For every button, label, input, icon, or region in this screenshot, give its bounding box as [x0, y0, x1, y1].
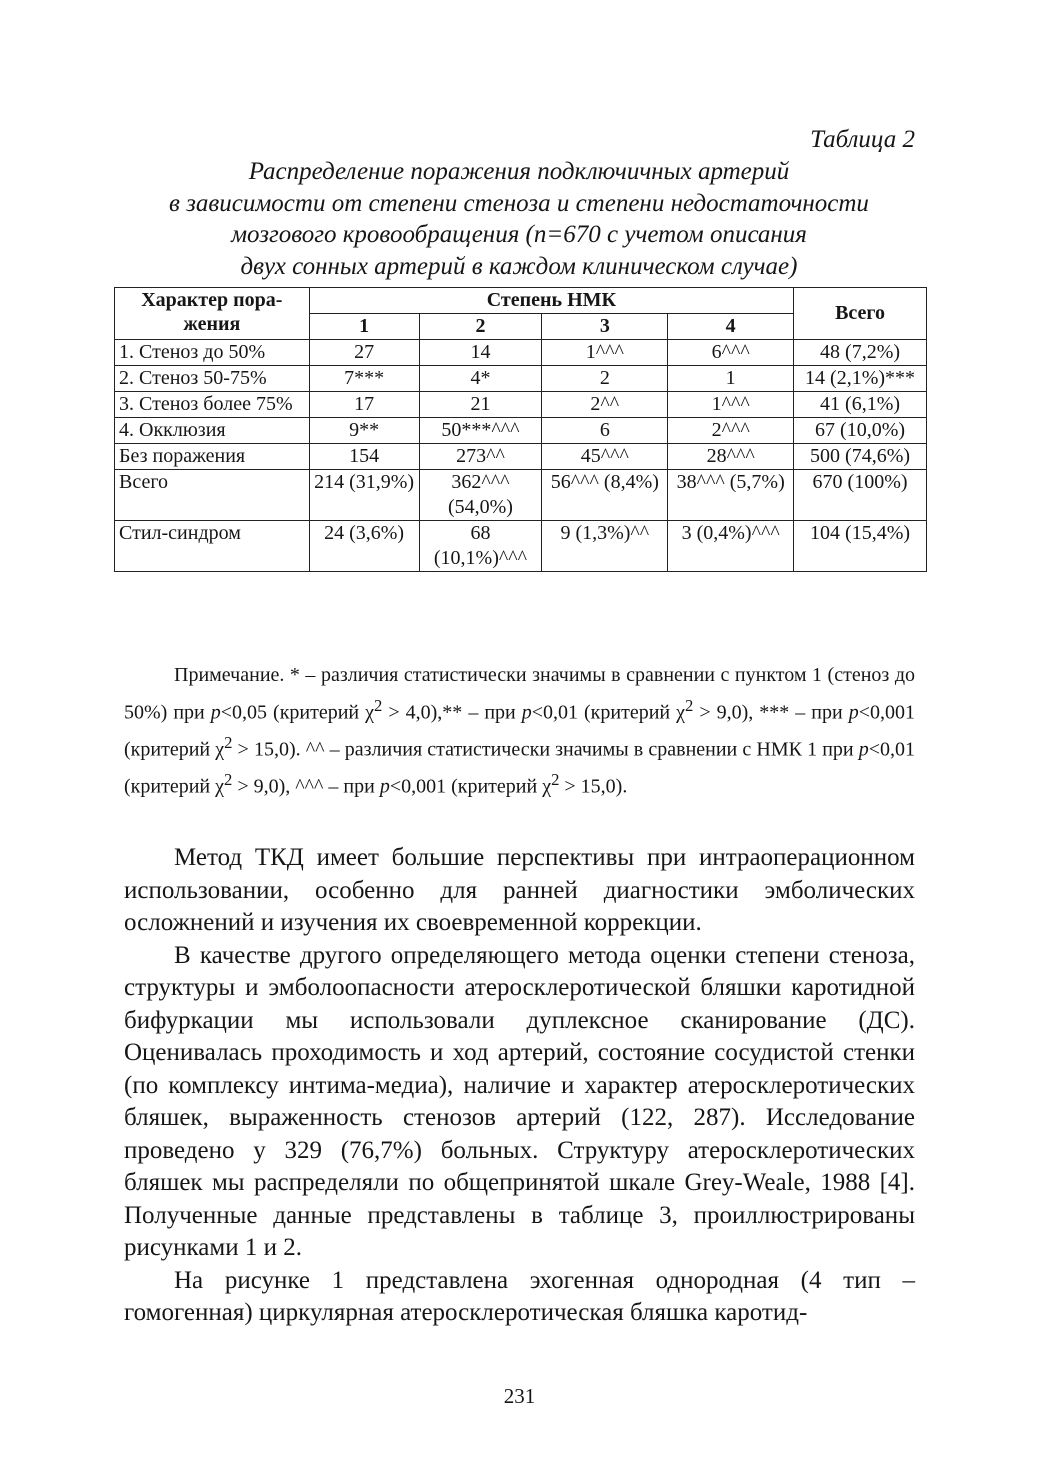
row-label: Всего	[115, 470, 310, 521]
table-cell: 6^^^	[668, 340, 794, 366]
paragraph: В качестве другого определяющего метода оценки степени стеноза, структуры и эмболоопасности атеросклеротической бляшки каротидной бифуркации мы использовали дуплексное сканирование (ДС). Оценивалась проходимость и ход артерий, состояние сосудистой стенки (по комплексу интима-медиа), наличие и характер атеросклеротических бляшек, выраженность стенозов артерий (122, 287). Исследование проведено у 329 (76,7%) больных. Структуру атеросклеротических бляшек мы распределяли по общепринятой шкале Grey-Weale, 1988 [4]. Полученные данные представлены в таблице 3, проиллюстрированы рисунками 1 и 2.	[124, 941, 915, 1261]
paragraph: Метод ТКД имеет большие перспективы при интраоперационном использовании, особенно для ранней диагностики эмболических осложнений и изучения их своевременной коррекции.	[124, 844, 915, 936]
header-lesion-type: Характер пора-жения	[115, 288, 310, 340]
table-cell: 50***^^^	[419, 418, 542, 444]
p-symbol: p	[848, 701, 859, 724]
table-row	[115, 470, 927, 521]
table-caption	[115, 156, 923, 282]
note-part: <0,01 (критерий χ	[531, 701, 686, 724]
note-part: <0,05 (критерий χ	[220, 701, 375, 724]
table-cell: 21	[419, 392, 542, 418]
note-part: > 9,0), ^^^ – при	[232, 775, 380, 798]
row-label: Без поражения	[115, 444, 310, 470]
note-part: > 15,0).	[559, 775, 628, 798]
table-cell: 56^^^ (8,4%)	[542, 470, 668, 521]
table-cell: 14 (2,1%)***	[794, 366, 927, 392]
caption-line: Распределение поражения подключичных артерий	[248, 158, 790, 185]
row-label: 1. Стеноз до 50%	[115, 340, 310, 366]
superscript: 2	[374, 695, 383, 715]
caption-line: в зависимости от степени стеноза и степени недостаточности	[169, 189, 869, 217]
row-label: 4. Окклюзия	[115, 418, 310, 444]
superscript: 2	[685, 695, 694, 715]
table-row	[115, 392, 927, 418]
p-symbol: p	[379, 775, 390, 798]
caption-line: двух сонных артерий в каждом клиническом случае)	[240, 252, 798, 280]
table-cell: 3 (0,4%)^^^	[668, 521, 794, 572]
table-note	[124, 660, 915, 802]
header-total: Всего	[794, 288, 927, 340]
table-cell: 104 (15,4%)	[794, 521, 927, 572]
note-part: > 15,0). ^^ – различия статистически значимы в сравнении с НМК 1 при	[232, 738, 859, 761]
superscript: 2	[224, 732, 233, 752]
table-cell: 24 (3,6%)	[309, 521, 419, 572]
table-cell: 27	[309, 340, 419, 366]
table-cell: 214 (31,9%)	[309, 470, 419, 521]
note-part: <0,001 (критерий χ	[124, 701, 915, 761]
table-cell: 28^^^	[668, 444, 794, 470]
table-cell: 67 (10,0%)	[794, 418, 927, 444]
note-part: <0,01 (критерий χ	[124, 738, 916, 798]
table-cell: 2^^	[542, 392, 668, 418]
table-row	[115, 340, 927, 366]
table-row	[115, 366, 927, 392]
header-degree-4: 4	[668, 314, 794, 340]
row-label: 3. Стеноз более 75%	[115, 392, 310, 418]
paragraph: На рисунке 1 представлена эхогенная однородная (4 тип – гомогенная) циркулярная атеросклеротическая бляшка каротид-	[124, 1266, 915, 1326]
table-cell: 2	[542, 366, 668, 392]
table-cell: 38^^^ (5,7%)	[668, 470, 794, 521]
table-cell: 1^^^	[668, 392, 794, 418]
table-cell: 41 (6,1%)	[794, 392, 927, 418]
p-symbol: p	[210, 701, 221, 724]
table-cell: 7***	[309, 366, 419, 392]
table-cell: 9 (1,3%)^^	[542, 521, 668, 572]
table-cell: 670 (100%)	[794, 470, 927, 521]
superscript: 2	[551, 769, 560, 789]
table-cell: 9**	[309, 418, 419, 444]
table-row	[115, 444, 927, 470]
caption-line: мозгового кровообращения (n=670 с учетом описания	[231, 221, 807, 248]
p-symbol: p	[858, 738, 869, 761]
table-row	[115, 418, 927, 444]
table-cell: 1^^^	[542, 340, 668, 366]
note-part: Примечание. * – различия статистически значимы в сравнении с пунктом 1 (стеноз до 50%) при	[124, 664, 915, 724]
header-degree-1: 1	[309, 314, 419, 340]
table-label: Таблица 2	[810, 126, 915, 153]
row-label: 2. Стеноз 50-75%	[115, 366, 310, 392]
row-label: Стил-синдром	[115, 521, 310, 572]
header-degree-3: 3	[542, 314, 668, 340]
table-cell: 48 (7,2%)	[794, 340, 927, 366]
table-cell: 45^^^	[542, 444, 668, 470]
table-cell: 6	[542, 418, 668, 444]
table-cell: 68 (10,1%)^^^	[419, 521, 542, 572]
table-cell: 362^^^ (54,0%)	[419, 470, 542, 521]
table-cell: 273^^	[419, 444, 542, 470]
header-nmk-degree: Степень НМК	[309, 288, 793, 314]
note-part: > 9,0), *** – при	[693, 701, 849, 724]
table-cell: 14	[419, 340, 542, 366]
table-cell: 17	[309, 392, 419, 418]
p-symbol: p	[521, 701, 532, 724]
table-row	[115, 521, 927, 572]
header-degree-2: 2	[419, 314, 542, 340]
distribution-table	[114, 287, 927, 572]
superscript: 2	[223, 769, 233, 789]
note-part: <0,001 (критерий χ	[389, 775, 552, 798]
body-text	[124, 842, 915, 1330]
page-number: 231	[503, 1384, 536, 1408]
table-cell: 2^^^	[668, 418, 794, 444]
note-part: > 4,0),** – при	[382, 701, 522, 724]
table-cell: 4*	[419, 366, 542, 392]
table-cell: 500 (74,6%)	[794, 444, 927, 470]
table-cell: 154	[309, 444, 419, 470]
table-cell: 1	[668, 366, 794, 392]
note-text	[124, 660, 915, 802]
